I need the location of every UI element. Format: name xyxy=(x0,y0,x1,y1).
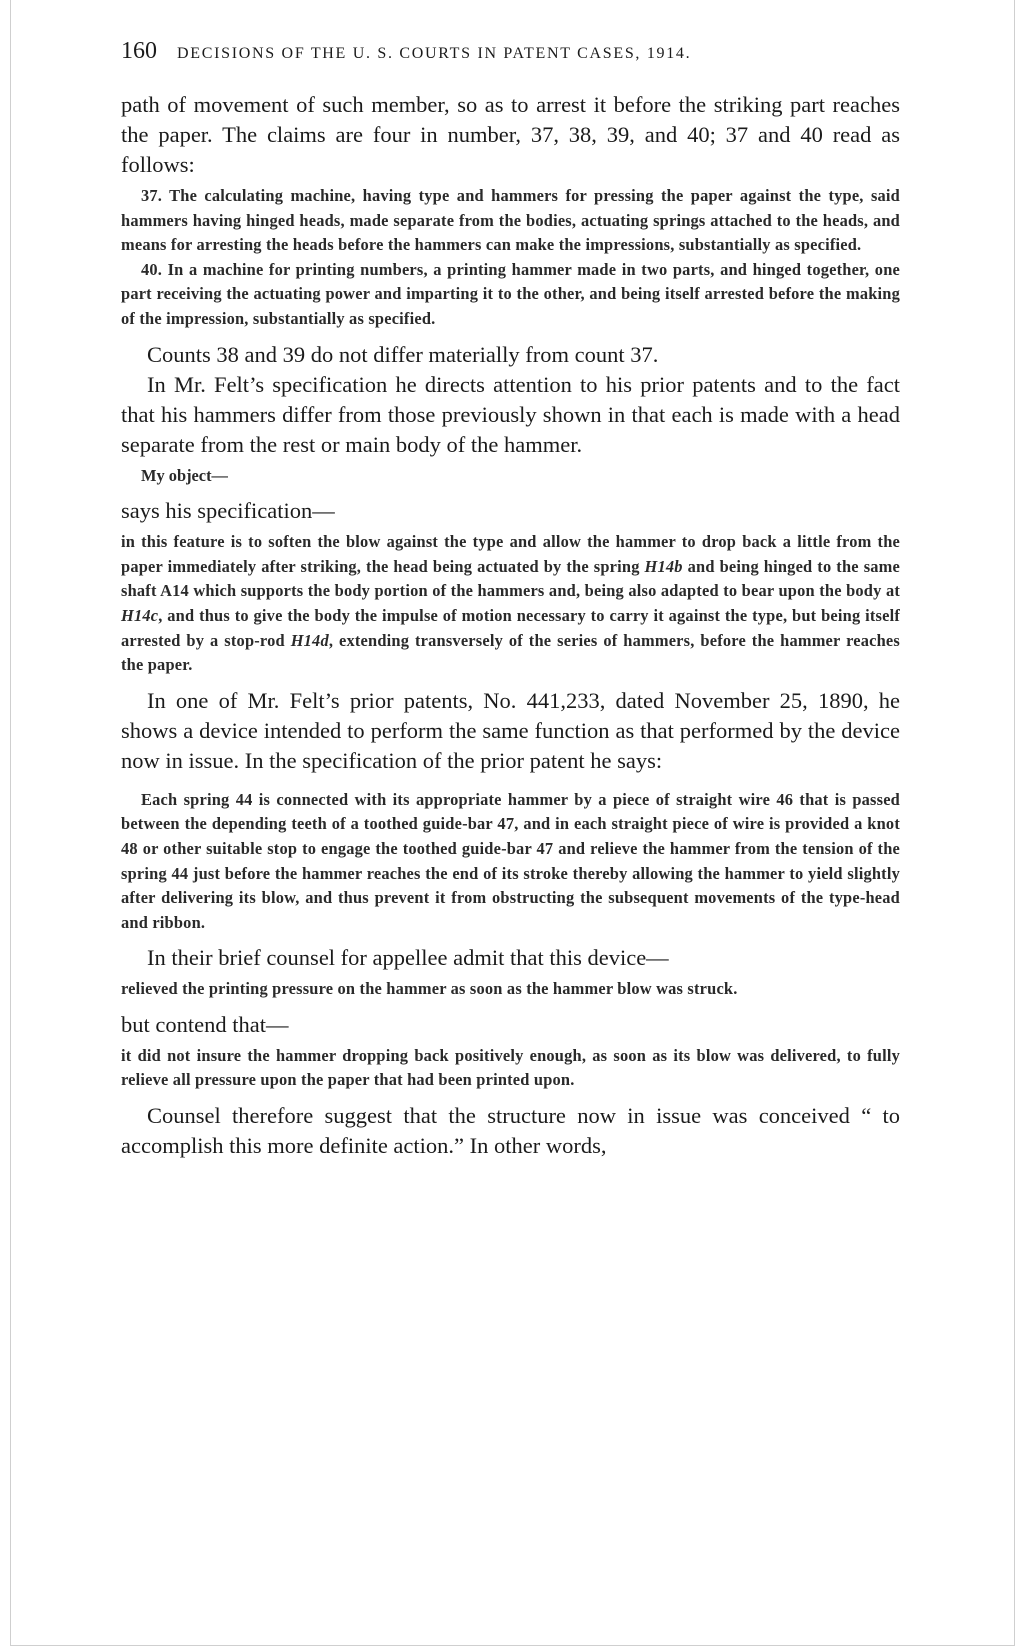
quote-feature-part-1: in this feature is to soften the blow against the type and allow the hammer to drop back a little from the paper immediately after striking, the head being actuated by the spring xyxy=(121,532,900,576)
paragraph-felt-specification: In Mr. Felt’s specification he directs attention to his prior patents and to the fact that his hammers differ from those previously shown in that each is made with a head separate from the rest or main body of the hammer. xyxy=(121,371,900,457)
ref-h14c: H14c xyxy=(121,605,159,625)
says-his-specification: says his specification— xyxy=(121,498,335,524)
page-content xyxy=(121,38,900,1161)
paragraph-counts: Counts 38 and 39 do not differ materially from count 37. xyxy=(147,341,659,367)
quote-feature xyxy=(121,530,900,678)
claim-40-quote: 40. In a machine for printing numbers, a printing hammer made in two parts, and hinged together, one part receiving the actuating power and imparting it to the other, and being itself arrested before the making of the impression, substantially as specified. xyxy=(121,259,900,328)
quote-my-object: My object— xyxy=(141,465,228,485)
paragraph-claims-intro: path of movement of such member, so as to arrest it before the striking part reaches the paper. The claims are four in number, 37, 38, 39, and 40; 37 and 40 read as follows: xyxy=(121,92,900,177)
document-page xyxy=(10,0,1015,1646)
ref-h14b: H14b xyxy=(644,556,683,576)
paragraph-prior-patent: In one of Mr. Felt’s prior patents, No. 441,233, dated November 25, 1890, he shows a device intended to perform the same function as that performed by the device now in issue. In the specification of the prior patent he says: xyxy=(121,687,900,773)
claim-37-quote: 37. The calculating machine, having type and hammers for pressing the paper against the type, said hammers having hinged heads, made separate from the bodies, actuating springs attached to the heads, and means for arresting the heads before the hammers can make the impressions, substantially as specified. xyxy=(121,186,900,255)
quote-spring-44: Each spring 44 is connected with its appropriate hammer by a piece of straight wire 46 that is passed between the depending teeth of a toothed guide-bar 47, and in each straight piece of wire is provided a knot 48 or other suitable stop to engage the toothed guide-bar 47 and relieve the hammer from the tension of the spring 44 just before the hammer reaches the end of its stroke thereby allowing the hammer to yield slightly after delivering its blow, and thus prevent it from obstructing the subsequent movements of the type-head and ribbon. xyxy=(121,789,900,932)
but-contend-that: but contend that— xyxy=(121,1011,289,1037)
ref-h14d: H14d xyxy=(290,630,329,650)
quote-relieved-pressure: relieved the printing pressure on the hammer as soon as the hammer blow was struck. xyxy=(121,979,738,999)
paragraph-counsel-suggest: Counsel therefore suggest that the structure now in issue was conceived “ to accomplish this more definite action.” In other words, xyxy=(121,1103,900,1159)
page-number: 160 xyxy=(121,38,157,64)
quote-feature-part-2: and being hinged to the same shaft A14 which supports the body portion of the hammers and, being also adapted to bear upon the body at xyxy=(121,556,901,601)
running-header xyxy=(121,38,900,78)
running-title: DECISIONS OF THE U. S. COURTS IN PATENT CASES, 1914. xyxy=(177,45,692,62)
quote-feature-part-3: , and thus to give the body the impulse of motion necessary to carry it against the type, but being itself arrested by a stop-rod xyxy=(121,605,900,650)
paragraph-appellee-brief: In their brief counsel for appellee admit that this device— xyxy=(147,945,669,971)
quote-feature-part-4: , extending transversely of the series of hammers, before the hammer reaches the paper. xyxy=(121,630,900,675)
quote-did-not-insure: it did not insure the hammer dropping back positively enough, as soon as its blow was delivered, to fully relieve all pressure upon the paper that had been printed upon. xyxy=(121,1045,900,1090)
